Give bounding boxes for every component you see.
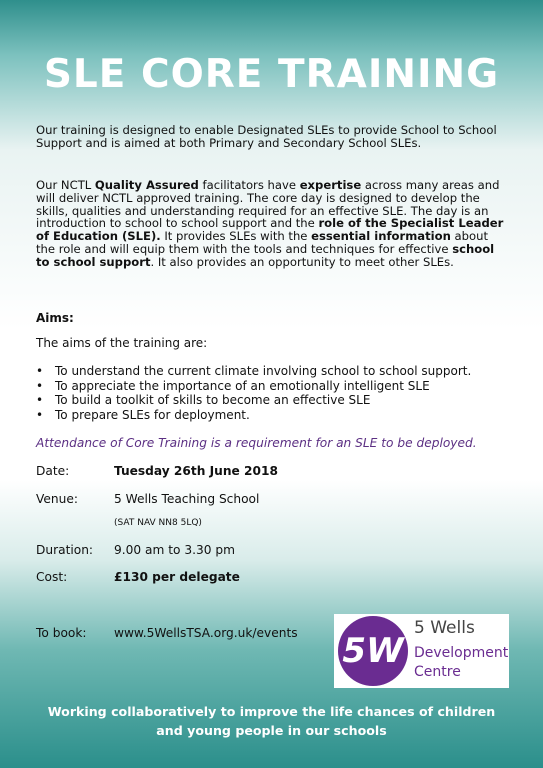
intro-text-segment: expertise — [299, 178, 362, 192]
booking-label: To book: — [36, 626, 87, 640]
cost-value: £130 per delegate — [114, 570, 240, 584]
venue-postcode: (SAT NAV NN8 5LQ) — [114, 518, 202, 528]
aims-list-item: • To appreciate the importance of an emotionally intelligent SLE — [36, 378, 430, 393]
aims-intro: The aims of the training are: — [36, 336, 208, 350]
logo-line-1: 5 Wells — [414, 618, 475, 638]
aims-list-item: • To understand the current climate involving school to school support. — [36, 364, 472, 378]
logo-line-3: Centre — [414, 664, 461, 680]
intro-text-segment: Quality Assured — [94, 178, 199, 192]
footer-line-2: and young people in our schools — [156, 723, 387, 738]
intro-text-segment: role of the Specialist Leader of Education (SLE). — [36, 216, 504, 244]
intro-text-segment: across many areas and will deliver NCTL approved training. The core day is designed to develop the skills, qualities and understanding required for an effective SLE. The day is an introduction to school to school support and the — [36, 178, 500, 231]
attendance-note: Attendance of Core Training is a requirement for an SLE to be deployed. — [36, 436, 477, 450]
duration-label: Duration: — [36, 543, 94, 557]
intro-text-segment: essential information — [311, 229, 451, 244]
logo-line-2: Development — [414, 645, 509, 661]
page-title: SLE CORE TRAINING — [43, 52, 500, 97]
aims-list — [36, 364, 516, 422]
intro-text-segment: facilitators have — [198, 178, 300, 192]
date-value: Tuesday 26th June 2018 — [114, 464, 278, 478]
intro-text-segment: . It also provides an opportunity to meet other SLEs. — [150, 254, 454, 269]
intro-text-segment: Our NCTL — [36, 178, 95, 192]
venue-value: 5 Wells Teaching School — [114, 492, 260, 506]
date-label: Date: — [36, 464, 70, 478]
intro-text-segment: about the role and will equip them with the tools and techniques for effective — [36, 229, 488, 256]
booking-link[interactable]: www.5WellsTSA.org.uk/events — [114, 626, 298, 640]
aims-heading: Aims: — [36, 311, 74, 325]
intro-paragraph-1: Our training is designed to enable Designated SLEs to provide School to School Support and is aimed at both Primary and Secondary School SLEs. — [36, 123, 497, 150]
intro-text-segment: It provides SLEs with the — [160, 229, 312, 244]
five-wells-logo-mark: 5W — [338, 616, 408, 686]
aims-list-item: • To prepare SLEs for deployment. — [36, 407, 250, 422]
intro-paragraph-2 — [36, 179, 506, 269]
five-wells-logo — [334, 614, 509, 688]
footer-tagline — [0, 702, 543, 740]
intro-text-segment: school to school support — [36, 241, 495, 269]
footer-line-1: Working collaboratively to improve the life chances of children — [47, 704, 496, 719]
cost-label: Cost: — [36, 570, 68, 584]
duration-value: 9.00 am to 3.30 pm — [114, 543, 235, 557]
venue-label: Venue: — [36, 492, 78, 506]
aims-list-item: • To build a toolkit of skills to become an effective SLE — [36, 393, 371, 407]
